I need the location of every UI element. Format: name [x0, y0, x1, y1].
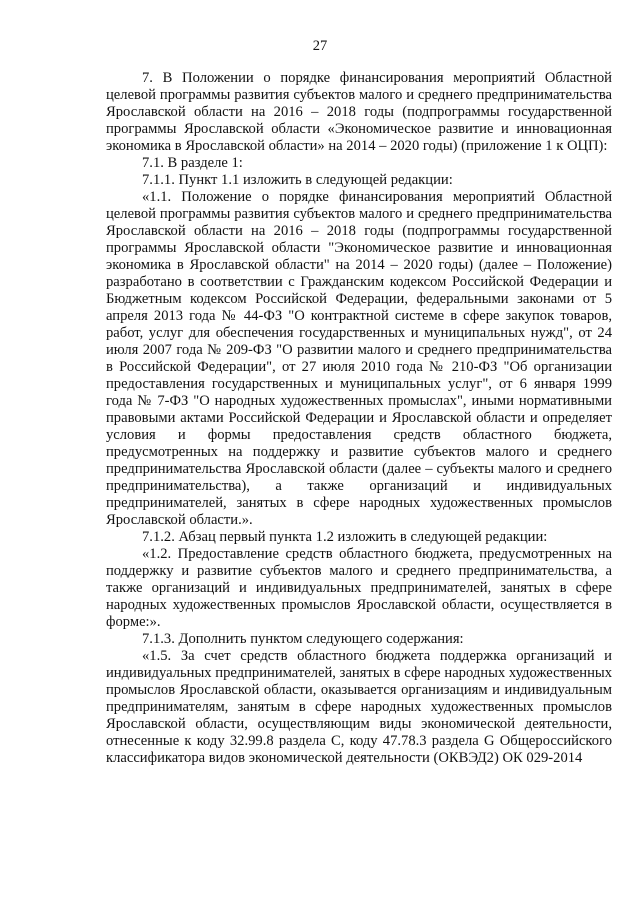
paragraph-7-1-1: 7.1.1. Пункт 1.1 изложить в следующей редакции:: [142, 172, 453, 188]
paragraph-7-1-3: 7.1.3. Дополнить пунктом следующего содержания:: [142, 631, 464, 647]
paragraph-clause-1-2: «1.2. Предоставление средств областного бюджета, предусмотренных на поддержку и развитие субъектов малого и среднего предпринимательства, а также организаций и индивидуальных предпринимателей, занятых в сфере народных художественных промыслов Ярославской области, осуществляется в форме:».: [106, 546, 612, 630]
page-number: 27: [312, 38, 328, 54]
paragraph-item-7: 7. В Положении о порядке финансирования мероприятий Областной целевой программы развития субъектов малого и среднего предпринимательства Ярославской области на 2016 – 2018 годы (подпрограммы государственной программы Ярославской области «Экономическое развитие и инновационная экономика в Ярославской области» на 2014 – 2020 годы) (приложение 1 к ОЦП):: [106, 70, 612, 154]
document-body: [106, 70, 612, 767]
paragraph-7-1: 7.1. В разделе 1:: [142, 155, 243, 171]
paragraph-clause-1-5: «1.5. За счет средств областного бюджета поддержка организаций и индивидуальных предпринимателей, занятых в сфере народных художественных промыслов Ярославской области, оказывается организациям и индивидуальным предпринимателям, занятым в сфере народных художественных промыслов Ярославской области, осуществляющим виды экономической деятельности, отнесенные к коду 32.99.8 раздела C, коду 47.78.3 раздела G Общероссийского классификатора видов экономической деятельности (ОКВЭД2) ОК 029-2014: [106, 648, 612, 766]
paragraph-clause-1-1: «1.1. Положение о порядке финансирования мероприятий Областной целевой программы развития субъектов малого и среднего предпринимательства Ярославской области на 2016 – 2018 годы (подпрограммы государственной программы Ярославской области "Экономическое развитие и инновационная экономика в Ярославской области" на 2014 – 2020 годы) (далее – Положение) разработано в соответствии с Гражданским кодексом Российской Федерации и Бюджетным кодексом Российской Федерации, федеральными законами от 5 апреля 2013 года № 44-ФЗ "О контрактной системе в сфере закупок товаров, работ, услуг для обеспечения государственных и муниципальных нужд", от 24 июля 2007 года № 209-ФЗ "О развитии малого и среднего предпринимательства в Российской Федерации", от 27 июля 2010 года № 210-ФЗ "Об организации предоставления государственных и муниципальных услуг", от 6 января 1999 года № 7-ФЗ "О народных художественных промыслах", иными нормативными правовыми актами Российской Федерации и Ярославской области и определяет условия и формы предоставления средств областного бюджета, предусмотренных на поддержку и развитие субъектов малого и среднего предпринимательства Ярославской области (далее – субъекты малого и среднего предпринимательства), а также организаций и индивидуальных предпринимателей, занятых в сфере народных художественных промыслов Ярославской области.».: [106, 189, 612, 528]
paragraph-7-1-2: 7.1.2. Абзац первый пункта 1.2 изложить в следующей редакции:: [142, 529, 548, 545]
